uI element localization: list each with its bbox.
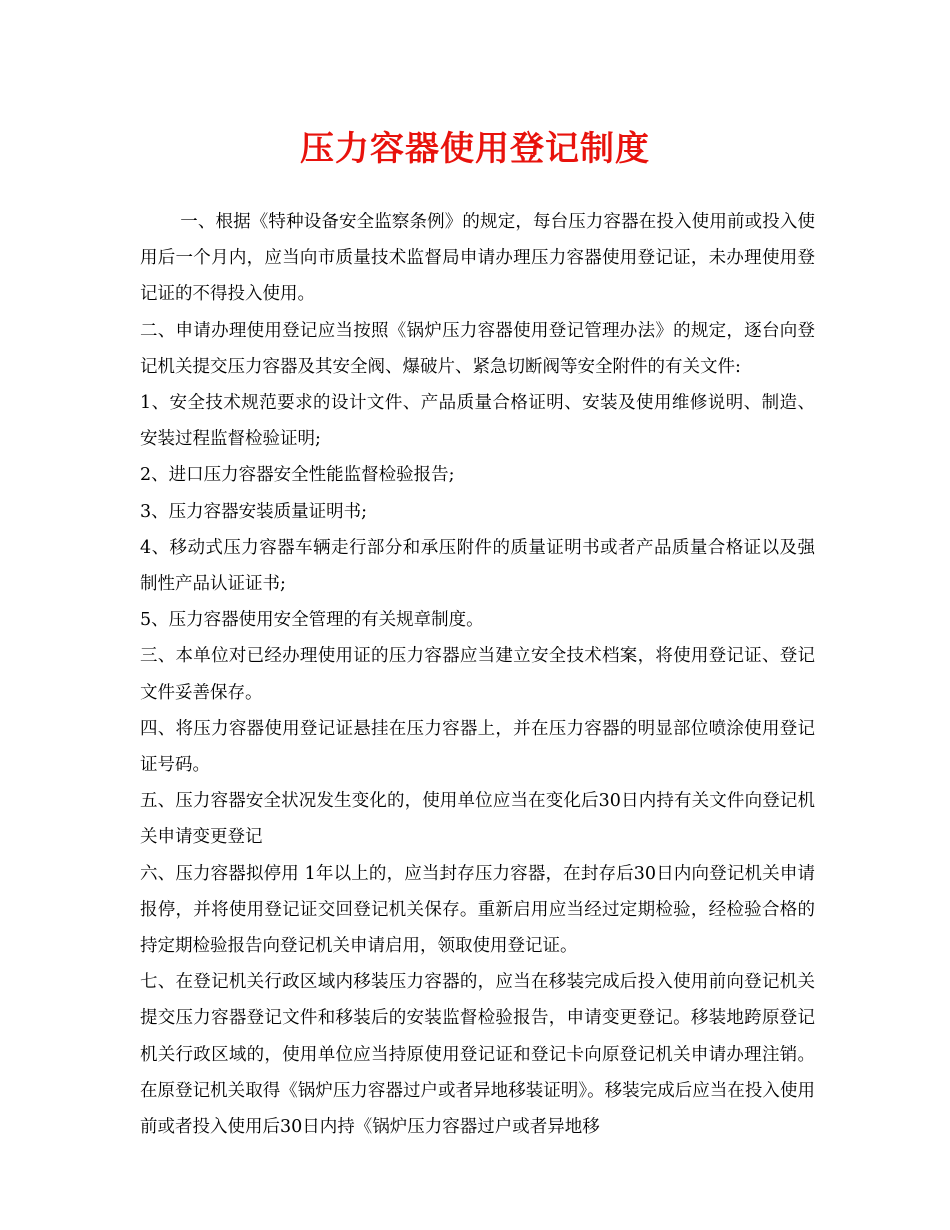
paragraph-10: 五、压力容器安全状况发生变化的，使用单位应当在变化后30日内持有关文件向登记机关申请变更登记 bbox=[140, 791, 815, 848]
paragraph-6: 4、移动式压力容器车辆走行部分和承压附件的质量证明书或者产品质量合格证以及强制性产品认证证书; bbox=[140, 537, 815, 595]
paragraph-11: 六、压力容器拟停用 1年以上的，应当封存压力容器，在封存后30日内向登记机关申请报停，并将使用登记证交回登记机关保存。重新启用应当经过定期检验，经检验合格的持定期检验报告向登记机关申请启用，领取使用登记证。 bbox=[140, 863, 815, 957]
paragraph-7: 5、压力容器使用安全管理的有关规章制度。 bbox=[140, 610, 484, 631]
paragraph-5: 3、压力容器安装质量证明书; bbox=[140, 501, 368, 522]
paragraph-9: 四、将压力容器使用登记证悬挂在压力容器上，并在压力容器的明显部位喷涂使用登记证号码。 bbox=[140, 718, 815, 776]
paragraph-4: 2、进口压力容器安全性能监督检验报告; bbox=[140, 465, 455, 486]
paragraph-3: 1、安全技术规范要求的设计文件、产品质量合格证明、安装及使用维修说明、制造、安装过程监督检验证明; bbox=[140, 393, 815, 450]
document-title: 压力容器使用登记制度 bbox=[300, 129, 650, 169]
paragraph-1: 一、根据《特种设备安全监察条例》的规定，每台压力容器在投入使用前或投入使用后一个月内，应当向市质量技术监督局申请办理压力容器使用登记证，未办理使用登记证的不得投入使用。 bbox=[140, 212, 815, 305]
paragraph-12: 七、在登记机关行政区域内移装压力容器的，应当在移装完成后投入使用前向登记机关提交压力容器登记文件和移装后的安装监督检验报告，申请变更登记。移装地跨原登记机关行政区域的，使用单位应当持原使用登记证和登记卡向原登记机关申请办理注销。在原登记机关取得《锅炉压力容器过户或者异地移装证明》。移装完成后应当在投入使用前或者投入使用后30日内持《锅炉压力容器过户或者异地移 bbox=[140, 972, 815, 1138]
paragraph-2: 二、申请办理使用登记应当按照《锅炉压力容器使用登记管理办法》的规定，逐台向登记机关提交压力容器及其安全阀、爆破片、紧急切断阀等安全附件的有关文件: bbox=[140, 320, 815, 377]
document-body bbox=[140, 204, 815, 1145]
paragraph-8: 三、本单位对已经办理使用证的压力容器应当建立安全技术档案，将使用登记证、登记文件妥善保存。 bbox=[140, 646, 815, 703]
